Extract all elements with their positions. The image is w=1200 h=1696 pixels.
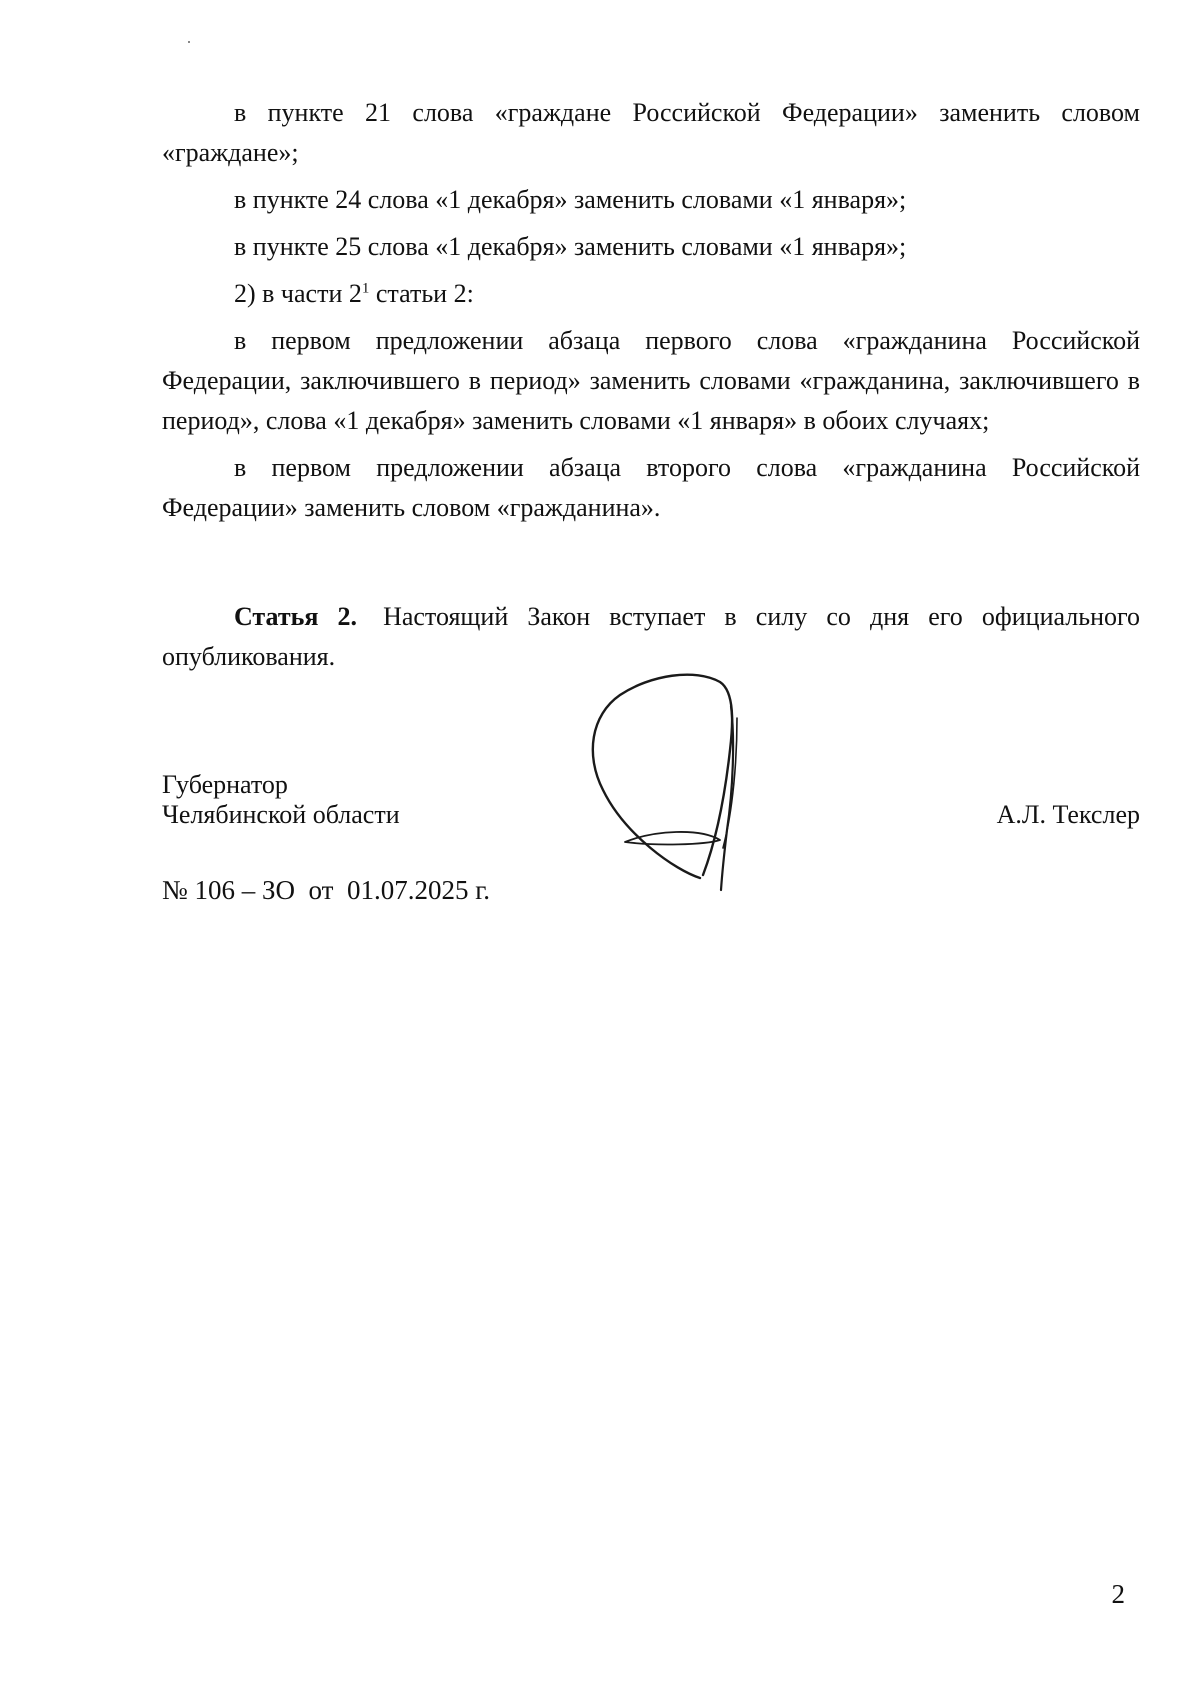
position-line-1: Губернатор: [162, 770, 288, 799]
article-2-paragraph: [162, 597, 1140, 677]
article-text: Настоящий Закон вступает в силу со дня его официального опубликования.: [162, 602, 1141, 671]
paragraph-first-abzac: в первом предложении абзаца первого слова «гражданина Российской Федерации, заключившего в период» заменить словами «гражданина, заключившего в период», слова «1 декабря» заменить словами «1 января» в обоих случаях;: [162, 326, 1140, 435]
signer-name: А.Л. Текслер: [996, 800, 1140, 829]
signatory-position: [162, 770, 400, 830]
handwritten-signature: [585, 670, 795, 895]
point2-superscript: 1: [361, 280, 370, 297]
point2-after: статьи 2:: [369, 279, 474, 308]
article-heading: Статья 2.: [234, 602, 358, 631]
paragraph-second-abzac: в первом предложении абзаца второго слова «гражданина Российской Федерации» заменить словом «гражданина».: [162, 453, 1140, 522]
page-number: 2: [1111, 1579, 1125, 1609]
scan-speck: [188, 41, 190, 43]
article-2: [162, 597, 1140, 677]
paragraph-point-25: в пункте 25 слова «1 декабря» заменить словами «1 января»;: [234, 232, 907, 261]
paragraph-point-24: в пункте 24 слова «1 декабря» заменить словами «1 января»;: [234, 185, 907, 214]
paragraph-point-21: в пункте 21 слова «граждане Российской Федерации» заменить словом «граждане»;: [162, 98, 1140, 167]
law-number-date: № 106 – ЗО от 01.07.2025 г.: [162, 875, 491, 905]
position-line-2: Челябинской области: [162, 800, 400, 829]
paragraph-point-2: [162, 274, 1140, 314]
amendments-text: [162, 93, 1140, 528]
point2-before: 2) в части 2: [234, 279, 362, 308]
